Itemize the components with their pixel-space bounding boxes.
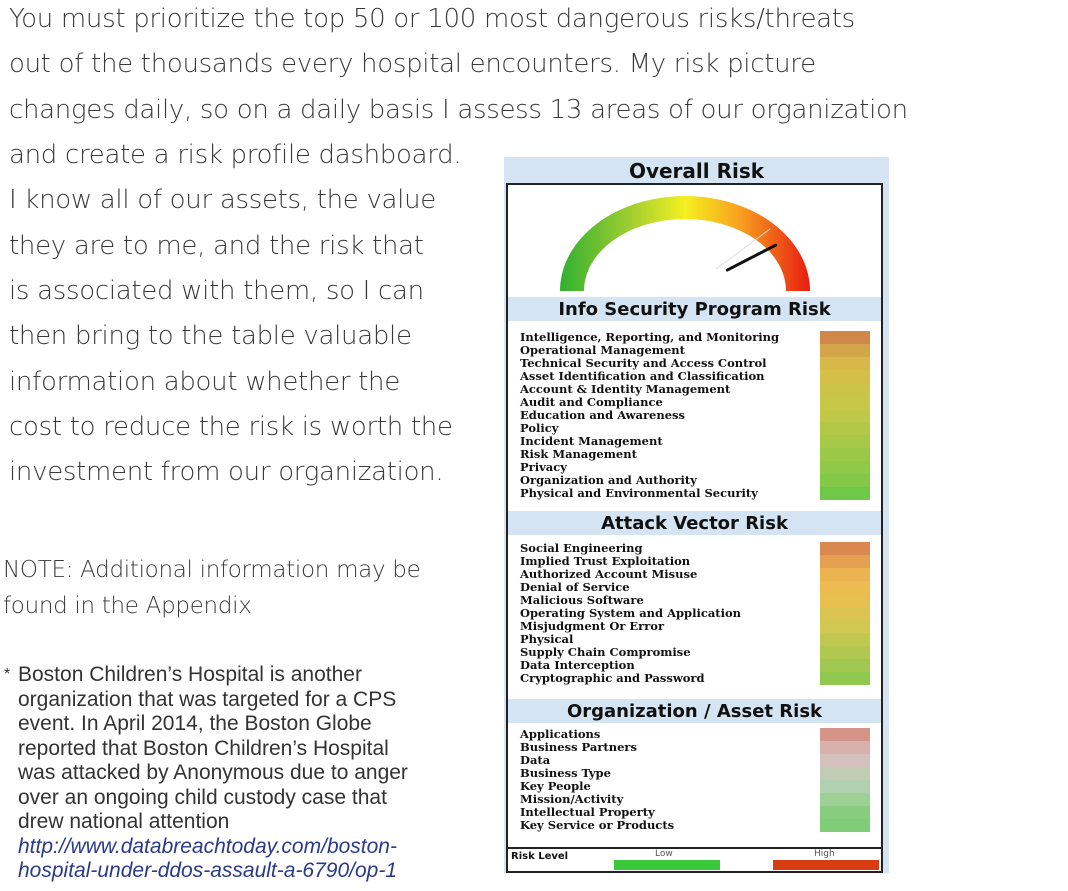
attack-vector-item: Malicious Software [520,593,644,607]
paragraph-line: changes daily, so on a daily basis I assess 13 areas of our organization [9,95,908,125]
heat-cell [820,819,870,832]
risk-level-label: Risk Level [511,851,569,862]
info-security-item: Incident Management [520,434,663,448]
heat-cell [820,357,870,370]
risk-dashboard [504,157,889,873]
paragraph-line: cost to reduce the risk is worth the [9,412,453,442]
heat-cell [820,331,870,344]
org-asset-item: Key People [520,779,591,793]
attack-vector-list [520,542,741,685]
footnote-line: Boston Children’s Hospital is another [18,663,362,686]
info-security-item: Risk Management [520,447,637,461]
low-swatch [614,860,720,870]
footnote-link[interactable]: hospital-under-ddos-assault-a-6790/op-1 [18,859,398,882]
appendix-note [3,552,473,624]
info-security-item: Asset Identification and Classification [520,369,765,383]
heat-cell [820,435,870,448]
footnote-marker: * [4,666,11,683]
paragraph-line: I know all of our assets, the value [9,185,436,215]
attack-vector-item: Supply Chain Compromise [520,645,691,659]
org-asset-item: Applications [520,727,601,741]
info-security-item: Intelligence, Reporting, and Monitoring [520,330,780,344]
heat-cell [820,383,870,396]
heat-cell [820,370,870,383]
info-security-list [520,331,779,500]
heat-cell [820,555,870,568]
attack-vector-item: Cryptographic and Password [520,671,705,685]
footnote-line: event. In April 2014, the Boston Globe [18,712,372,735]
info-security-item: Physical and Environmental Security [520,486,758,500]
info-security-item: Operational Management [520,343,685,357]
heat-cell [820,767,870,780]
info-security-heatbar [820,331,870,500]
info-security-item: Organization and Authority [520,473,697,487]
high-swatch [773,860,879,870]
note-line: NOTE: Additional information may be [3,557,421,583]
heat-cell [820,542,870,555]
attack-vector-heatbar [820,542,870,685]
heat-cell [820,474,870,487]
attack-vector-item: Denial of Service [520,580,630,594]
org-asset-item: Intellectual Property [520,805,655,819]
paragraph-line: they are to me, and the risk that [9,231,424,261]
heat-cell [820,806,870,819]
heat-cell [820,659,870,672]
info-security-title: Info Security Program Risk [558,299,831,320]
heat-cell [820,594,870,607]
overall-risk-gauge [508,185,881,297]
paragraph-line: You must prioritize the top 50 or 100 most dangerous risks/threats [9,4,855,34]
footnote-body [18,663,478,884]
attack-vector-item: Operating System and Application [520,606,741,620]
dashboard-panel [506,183,883,873]
footnote-line: organization that was targeted for a CPS [18,687,397,711]
org-asset-title: Organization / Asset Risk [566,701,823,722]
heat-cell [820,409,870,422]
attack-vector-item: Implied Trust Exploitation [520,554,691,568]
gauge-arc [560,196,810,291]
gauge-needle [727,245,775,270]
heat-cell [820,581,870,594]
heat-cell [820,448,870,461]
footnote-line: drew national attention [18,810,230,833]
heat-cell [820,754,870,767]
high-label: High [814,849,835,859]
low-label: Low [655,849,673,859]
paragraph-line: and create a risk profile dashboard. [9,140,462,170]
heat-cell [820,646,870,659]
org-asset-item: Data [520,753,551,767]
heat-cell [820,487,870,500]
org-asset-item: Mission/Activity [520,792,624,806]
paragraph-line: investment from our organization. [9,457,444,487]
heat-cell [820,672,870,685]
org-asset-heatbar [820,728,870,832]
footnote-line: over an ongoing child custody case that [18,785,387,809]
heat-cell [820,780,870,793]
heat-cell [820,728,870,741]
heat-cell [820,633,870,646]
paragraph-line: information about whether the [9,367,400,397]
attack-vector-item: Authorized Account Misuse [520,567,698,581]
info-security-item: Account & Identity Management [520,382,731,396]
footnote-link[interactable]: http://www.databreachtoday.com/boston- [18,834,397,858]
heat-cell [820,607,870,620]
note-line: found in the Appendix [3,593,252,619]
paragraph-line: out of the thousands every hospital encounters. My risk picture [9,49,816,79]
org-asset-item: Business Type [520,766,611,780]
paragraph-line: then bring to the table valuable [9,321,412,351]
info-security-item: Privacy [520,460,567,474]
info-security-item: Audit and Compliance [520,395,663,409]
attack-vector-item: Data Interception [520,658,635,672]
heat-cell [820,568,870,581]
footnote-line: reported that Boston Children’s Hospital [18,736,389,760]
heat-cell [820,793,870,806]
heat-cell [820,396,870,409]
attack-vector-title: Attack Vector Risk [601,513,788,534]
paragraph-line: is associated with them, so I can [9,276,424,306]
org-asset-item: Key Service or Products [520,818,675,832]
heat-cell [820,741,870,754]
attack-vector-item: Social Engineering [520,541,643,555]
overall-risk-title: Overall Risk [628,159,765,183]
attack-vector-item: Physical [520,632,574,646]
org-asset-item: Business Partners [520,740,637,754]
info-security-item: Technical Security and Access Control [520,356,767,370]
heat-cell [820,620,870,633]
heat-cell [820,422,870,435]
attack-vector-item: Misjudgment Or Error [520,619,665,633]
info-security-item: Policy [520,421,559,435]
org-asset-list [520,728,674,832]
info-security-item: Education and Awareness [520,408,686,422]
heat-cell [820,461,870,474]
heat-cell [820,344,870,357]
footnote-line: was attacked by Anonymous due to anger [18,761,408,784]
